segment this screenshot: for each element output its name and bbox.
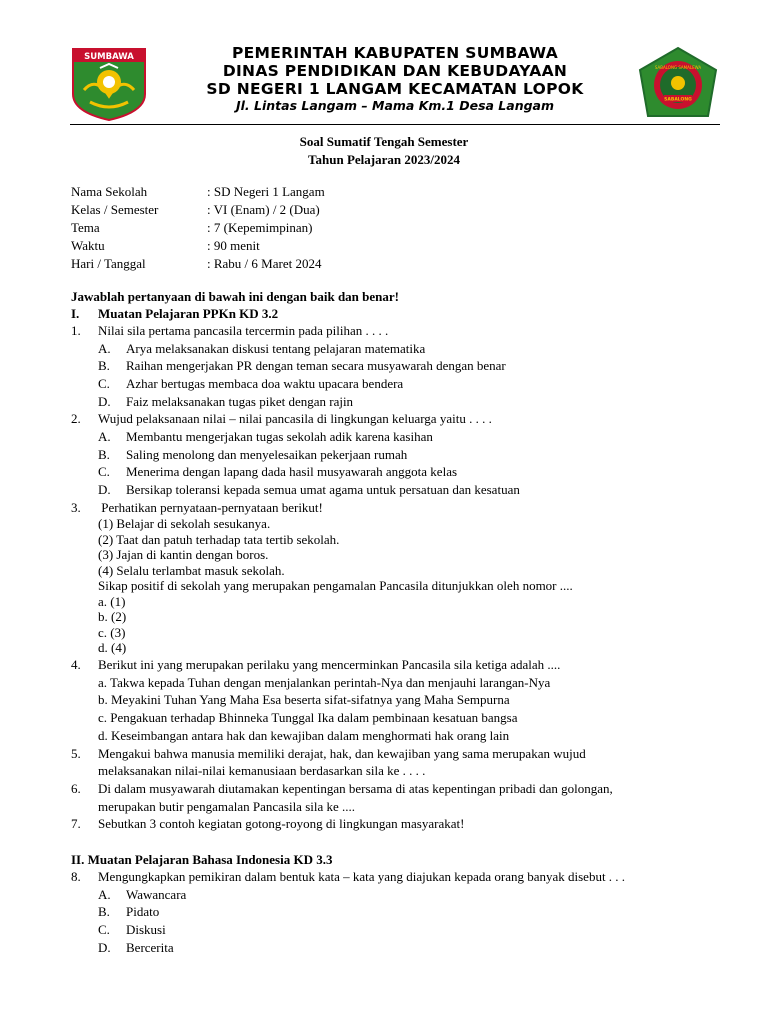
- question-5-continued: melaksanakan nilai-nilai kemanusiaan berdasarkan sila ke . . . .: [98, 763, 426, 779]
- answer-option: B. Pidato: [98, 904, 160, 920]
- statement: (3) Jajan di kantin dengan boros.: [98, 547, 269, 563]
- statement: (1) Belajar di sekolah sesukanya.: [98, 516, 271, 532]
- question-5: 5. Mengakui bahwa manusia memiliki derajat, hak, dan kewajiban yang sama merupakan wujud: [71, 745, 586, 761]
- question-6-continued: merupakan butir pengamalan Pancasila sila ke ....: [98, 798, 356, 814]
- identity-key: Waktu: [71, 238, 105, 253]
- school-year: Tahun Pelajaran 2023/2024: [308, 152, 460, 167]
- svg-text:SABALONG: SABALONG: [664, 97, 692, 103]
- instruction: Jawablah pertanyaan di bawah ini dengan baik dan benar!: [71, 289, 399, 304]
- answer-option: D. Bersikap toleransi kepada semua umat agama untuk persatuan dan kesatuan: [98, 482, 520, 498]
- answer-option: D. Faiz melaksanakan tugas piket dengan rajin: [98, 393, 354, 409]
- answer-option: a. Takwa kepada Tuhan dengan menjalankan perintah-Nya dan menjauhi larangan-Nya: [98, 674, 551, 690]
- identity-value: : SD Negeri 1 Langam: [207, 184, 325, 199]
- identity-key: Kelas / Semester: [71, 202, 159, 217]
- spacer: [71, 833, 721, 851]
- school-emblem-icon: [636, 46, 720, 122]
- identity-key: Nama Sekolah: [71, 184, 148, 199]
- answer-option: b. Meyakini Tuhan Yang Maha Esa beserta sifat-sifatnya yang Maha Sempurna: [98, 692, 510, 708]
- answer-option: d. Keseimbangan antara hak dan kewajiban dalam menghormati hak orang lain: [98, 727, 510, 743]
- answer-option: C. Diskusi: [98, 922, 166, 938]
- question-4: 4. Berikut ini yang merupakan perilaku yang mencerminkan Pancasila sila ketiga adalah ....: [71, 656, 561, 672]
- answer-option: C. Menerima dengan lapang dada hasil musyawarah anggota kelas: [98, 464, 458, 480]
- identity-value: : 90 menit: [207, 238, 260, 253]
- identity-row: [71, 237, 325, 255]
- identity-key: Tema: [71, 220, 100, 235]
- identity-row: [71, 255, 325, 273]
- identity-value: : Rabu / 6 Maret 2024: [207, 256, 322, 271]
- answer-option: A. Arya melaksanakan diskusi tentang pelajaran matematika: [98, 340, 426, 356]
- questions: [71, 288, 721, 956]
- identity-row: [71, 201, 325, 219]
- sumbawa-regency-logo-icon: [70, 46, 148, 122]
- answer-option: B. Saling menolong dan menyelesaikan pekerjaan rumah: [98, 446, 408, 462]
- answer-option: d. (4): [98, 640, 127, 656]
- exam-title-line: Soal Sumatif Tengah Semester: [299, 134, 469, 149]
- identity-value: : VI (Enam) / 2 (Dua): [207, 202, 320, 217]
- identity-value: : 7 (Kepemimpinan): [207, 220, 313, 235]
- letterhead-divider: [70, 124, 720, 125]
- identity-row: [71, 219, 325, 237]
- answer-option: C. Azhar bertugas membaca doa waktu upacara bendera: [98, 376, 404, 391]
- identity-key: Hari / Tanggal: [71, 256, 146, 271]
- answer-option: a. (1): [98, 593, 126, 609]
- svg-text:SABALONG SAMALEWA: SABALONG SAMALEWA: [654, 65, 702, 70]
- answer-option: b. (2): [98, 609, 127, 625]
- question-6: 6. Di dalam musyawarah diutamakan kepentingan bersama di atas kepentingan pribadi dan golongan,: [71, 781, 613, 797]
- answer-option: c. Pengakuan terhadap Bhinneka Tunggal Ika dalam pembinaan kesatuan bangsa: [98, 710, 518, 726]
- answer-option: B. Raihan mengerjakan PR dengan teman secara musyawarah dengan benar: [98, 358, 506, 374]
- answer-option: D. Bercerita: [98, 939, 174, 955]
- section-heading: I. Muatan Pelajaran PPKn KD 3.2: [71, 306, 279, 321]
- question-7: 7. Sebutkan 3 contoh kegiatan gotong-royong di lingkungan masyarakat!: [71, 816, 465, 832]
- answer-option: A. Wawancara: [98, 886, 187, 902]
- svg-text:SUMBAWA: SUMBAWA: [84, 52, 134, 62]
- question-3-prompt: Sikap positif di sekolah yang merupakan pengamalan Pancasila ditunjukkan oleh nomor ....: [98, 578, 573, 594]
- question-2: 2. Wujud pelaksanaan nilai – nilai pancasila di lingkungan keluarga yaitu . . . .: [71, 411, 492, 427]
- answer-option: c. (3): [98, 624, 126, 640]
- government-name: PEMERINTAH KABUPATEN SUMBAWA: [231, 44, 559, 62]
- question-3: 3. Perhatikan pernyataan-pernyataan berikut!: [71, 499, 323, 515]
- exam-identity: [71, 183, 325, 273]
- answer-option: A. Membantu mengerjakan tugas sekolah adik karena kasihan: [98, 429, 433, 444]
- section-heading: II. Muatan Pelajaran Bahasa Indonesia KD 3.3: [71, 852, 333, 868]
- exam-title: [0, 133, 768, 169]
- identity-row: [71, 183, 325, 201]
- letterhead: [70, 44, 720, 122]
- question-1: 1. Nilai sila pertama pancasila tercermin pada pilihan . . . .: [71, 323, 389, 338]
- department-name: DINAS PENDIDIKAN DAN KEBUDAYAAN: [222, 62, 568, 80]
- school-address: Jl. Lintas Langam – Mama Km.1 Desa Langam: [235, 98, 555, 113]
- letterhead-text: [170, 44, 620, 114]
- question-8: 8. Mengungkapkan pemikiran dalam bentuk kata – kata yang diajukan kepada orang banyak disebut . . .: [71, 869, 626, 885]
- statement: (2) Taat dan patuh terhadap tata tertib sekolah.: [98, 531, 340, 547]
- school-name: SD NEGERI 1 LANGAM KECAMATAN LOPOK: [206, 80, 584, 98]
- statement: (4) Selalu terlambat masuk sekolah.: [98, 562, 285, 578]
